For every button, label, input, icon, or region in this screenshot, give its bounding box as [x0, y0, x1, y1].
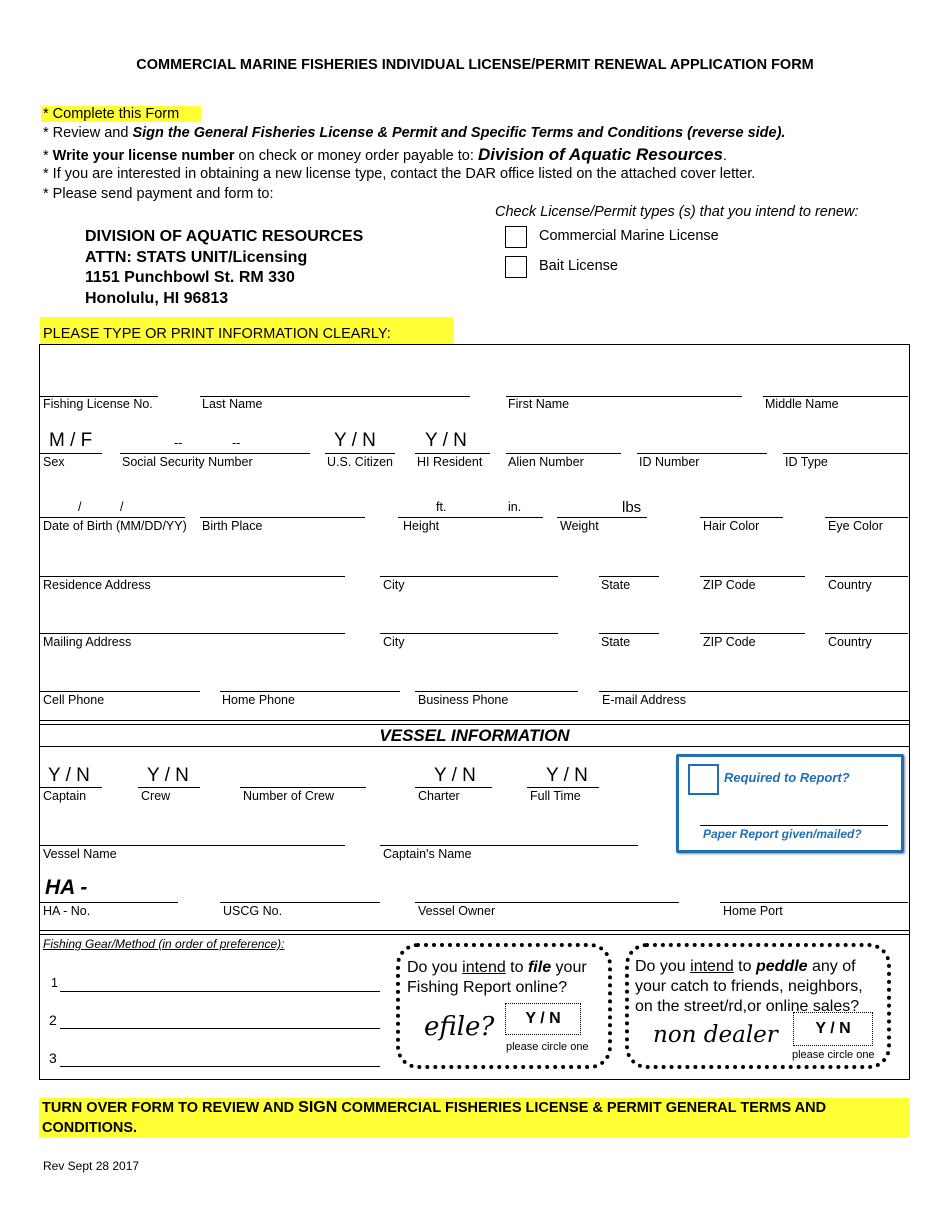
residence-country-label: Country — [828, 578, 872, 592]
paper-report-label: Paper Report given/mailed? — [703, 827, 862, 841]
business-phone-label: Business Phone — [418, 693, 509, 707]
crew-label: Crew — [141, 789, 171, 803]
mailing-zip-label: ZIP Code — [703, 635, 756, 649]
gear-number-2: 2 — [49, 1012, 57, 1028]
id-number-label: ID Number — [639, 455, 700, 469]
efile-script: efile? — [424, 1012, 495, 1042]
efile-question-line-1: Do you intend to file your — [407, 959, 587, 976]
birth-place-label: Birth Place — [202, 519, 263, 533]
vessel-name-label: Vessel Name — [43, 847, 117, 861]
crew-line — [138, 787, 200, 788]
residence-address-label: Residence Address — [43, 578, 151, 592]
charter-label: Charter — [418, 789, 460, 803]
eye-color-input[interactable] — [825, 517, 908, 518]
residence-city-label: City — [383, 578, 405, 592]
captains-name-input[interactable] — [380, 845, 638, 846]
fishing-license-label: Fishing License No. — [43, 397, 153, 411]
ha-number-label: HA - No. — [43, 904, 91, 918]
renew-prompt: Check License/Permit types (s) that you intend to renew: — [495, 204, 859, 220]
captains-name-label: Captain's Name — [383, 847, 472, 861]
turn-over-notice — [39, 1098, 909, 1138]
number-of-crew-label: Number of Crew — [243, 789, 334, 803]
gear-number-1: 1 — [51, 976, 58, 990]
address-line-3: 1151 Punchbowl St. RM 330 — [85, 269, 295, 286]
residence-state-input[interactable] — [599, 576, 659, 577]
dob-input[interactable] — [40, 517, 185, 518]
residence-zip-input[interactable] — [700, 576, 805, 577]
efile-circle-note: please circle one — [506, 1041, 589, 1053]
residence-zip-label: ZIP Code — [703, 578, 756, 592]
alien-number-label: Alien Number — [508, 455, 584, 469]
required-to-report-checkbox[interactable] — [688, 764, 719, 795]
hair-color-label: Hair Color — [703, 519, 760, 533]
address-line-4: Honolulu, HI 96813 — [85, 289, 229, 307]
dob-label: Date of Birth (MM/DD/YY) — [43, 519, 187, 533]
id-number-input[interactable] — [637, 453, 767, 454]
mailing-country-label: Country — [828, 635, 872, 649]
vessel-owner-label: Vessel Owner — [418, 904, 496, 918]
charter-options[interactable]: Y / N — [434, 765, 476, 786]
ssn-dash-1: -- — [174, 436, 183, 450]
eye-color-label: Eye Color — [828, 519, 883, 533]
captain-line — [40, 787, 102, 788]
write-license-instruction: * Write your license number on check or money order payable to: Division of Aquatic Resources. — [43, 145, 727, 164]
us-citizen-options[interactable]: Y / N — [334, 430, 376, 451]
mailing-zip-input[interactable] — [700, 633, 805, 634]
number-of-crew-input[interactable] — [240, 787, 366, 788]
gear-input-1[interactable] — [60, 991, 380, 992]
vessel-divider-bottom — [40, 746, 909, 747]
bait-license-label: Bait License — [539, 258, 618, 274]
required-to-report-label: Required to Report? — [724, 770, 850, 785]
vessel-divider-top — [40, 720, 909, 721]
residence-city-input[interactable] — [380, 576, 558, 577]
height-ft-unit: ft. — [436, 500, 447, 514]
commercial-marine-license-checkbox[interactable] — [505, 226, 527, 248]
fulltime-label: Full Time — [530, 789, 581, 803]
efile-yn-options[interactable]: Y / N — [525, 1010, 561, 1027]
residence-address-input[interactable] — [40, 576, 345, 577]
weight-input[interactable] — [557, 517, 647, 518]
cell-phone-input[interactable] — [40, 691, 200, 692]
dob-slash-2: / — [120, 500, 124, 514]
id-type-label: ID Type — [785, 455, 828, 469]
efile-question-line-2: Fishing Report online? — [407, 979, 568, 996]
ssn-input[interactable] — [120, 453, 310, 454]
last-name-label: Last Name — [202, 397, 263, 411]
peddle-circle-note: please circle one — [792, 1049, 875, 1061]
print-clearly-notice: PLEASE TYPE OR PRINT INFORMATION CLEARLY: — [40, 317, 453, 344]
captain-options[interactable]: Y / N — [48, 765, 90, 786]
ssn-dash-2: -- — [232, 436, 241, 450]
peddle-script: non dealer — [653, 1022, 778, 1048]
citizen-label: U.S. Citizen — [327, 455, 393, 469]
sex-label: Sex — [43, 455, 65, 469]
home-phone-label: Home Phone — [222, 693, 295, 707]
mailing-state-label: State — [601, 635, 631, 649]
new-license-instruction: * If you are interested in obtaining a new license type, contact the DAR office listed on the attached cover letter. — [43, 166, 756, 182]
home-port-input[interactable] — [720, 902, 908, 903]
height-label: Height — [403, 519, 440, 533]
fishing-gear-label: Fishing Gear/Method (in order of preference): — [43, 937, 285, 951]
address-line-1: DIVISION OF AQUATIC RESOURCES — [85, 228, 364, 245]
gear-divider-1 — [40, 930, 909, 931]
address-line-2: ATTN: STATS UNIT/Licensing — [85, 248, 308, 266]
commercial-marine-license-label: Commercial Marine License — [539, 228, 719, 244]
mailing-address-input[interactable] — [40, 633, 345, 634]
form-title: COMMERCIAL MARINE FISHERIES INDIVIDUAL LICENSE/PERMIT RENEWAL APPLICATION FORM — [136, 57, 814, 73]
resident-label: HI Resident — [417, 455, 483, 469]
cell-phone-label: Cell Phone — [43, 693, 105, 707]
mailing-state-input[interactable] — [599, 633, 659, 634]
sex-options[interactable]: M / F — [49, 430, 93, 451]
sex-line — [40, 453, 102, 454]
residence-state-label: State — [601, 578, 631, 592]
mailing-address-block — [85, 227, 363, 309]
citizen-line — [325, 453, 395, 454]
fulltime-options[interactable]: Y / N — [546, 765, 588, 786]
gear-input-2[interactable] — [60, 1028, 380, 1029]
vessel-heading: VESSEL INFORMATION — [379, 726, 570, 745]
height-input[interactable] — [398, 517, 543, 518]
dob-slash-1: / — [78, 500, 82, 514]
mailing-city-input[interactable] — [380, 633, 558, 634]
mailing-city-label: City — [383, 635, 405, 649]
hair-color-input[interactable] — [700, 517, 783, 518]
business-phone-input[interactable] — [415, 691, 578, 692]
mailing-address-label: Mailing Address — [43, 635, 132, 649]
gear-number-3: 3 — [49, 1050, 57, 1066]
peddle-yn-options[interactable]: Y / N — [815, 1020, 851, 1037]
revision-date: Rev Sept 28 2017 — [43, 1159, 140, 1173]
home-port-label: Home Port — [723, 904, 783, 918]
turn-over-line-1: TURN OVER FORM TO REVIEW AND SIGN COMMERCIAL FISHERIES LICENSE & PERMIT GENERAL TERMS AND — [42, 1099, 827, 1116]
alien-number-input[interactable] — [506, 453, 621, 454]
email-label: E-mail Address — [602, 693, 687, 707]
ha-prefix: HA - — [45, 876, 88, 899]
birth-place-input[interactable] — [200, 517, 365, 518]
uscg-number-label: USCG No. — [223, 904, 283, 918]
peddle-question-line-2: your catch to friends, neighbors, — [635, 978, 863, 995]
first-name-label: First Name — [508, 397, 570, 411]
ha-number-input[interactable] — [40, 902, 178, 903]
vessel-divider-top-2 — [40, 724, 909, 725]
efile-question — [407, 958, 587, 998]
uscg-number-input[interactable] — [220, 902, 380, 903]
peddle-question-line-1: Do you intend to peddle any of — [635, 958, 856, 975]
gear-divider-2 — [40, 934, 909, 935]
complete-form-note: * Complete this Form — [41, 106, 201, 122]
home-phone-input[interactable] — [220, 691, 400, 692]
weight-label: Weight — [560, 519, 599, 533]
vessel-name-input[interactable] — [40, 845, 345, 846]
gear-input-3[interactable] — [60, 1066, 380, 1067]
id-type-input[interactable] — [783, 453, 908, 454]
peddle-question — [635, 957, 863, 1017]
captain-label: Captain — [43, 789, 87, 803]
bait-license-checkbox[interactable] — [505, 256, 527, 278]
vessel-owner-input[interactable] — [415, 902, 679, 903]
mailing-country-input[interactable] — [825, 633, 908, 634]
middle-name-label: Middle Name — [765, 397, 839, 411]
review-instruction: * Review and Sign the General Fisheries License & Permit and Specific Terms and Conditions (reverse side). — [43, 125, 786, 141]
paper-report-input[interactable] — [700, 825, 888, 826]
crew-options[interactable]: Y / N — [147, 765, 189, 786]
charter-line — [415, 787, 492, 788]
resident-line — [415, 453, 490, 454]
send-payment-instruction: * Please send payment and form to: — [43, 186, 274, 202]
hi-resident-options[interactable]: Y / N — [425, 430, 467, 451]
weight-lbs-unit: lbs — [622, 499, 642, 516]
ssn-label: Social Security Number — [122, 455, 253, 469]
height-in-unit: in. — [508, 500, 522, 514]
turn-over-line-2: CONDITIONS. — [42, 1120, 138, 1136]
email-input[interactable] — [599, 691, 908, 692]
residence-country-input[interactable] — [825, 576, 908, 577]
fulltime-line — [527, 787, 599, 788]
peddle-question-line-3: on the street/rd,or online sales? — [635, 998, 860, 1015]
